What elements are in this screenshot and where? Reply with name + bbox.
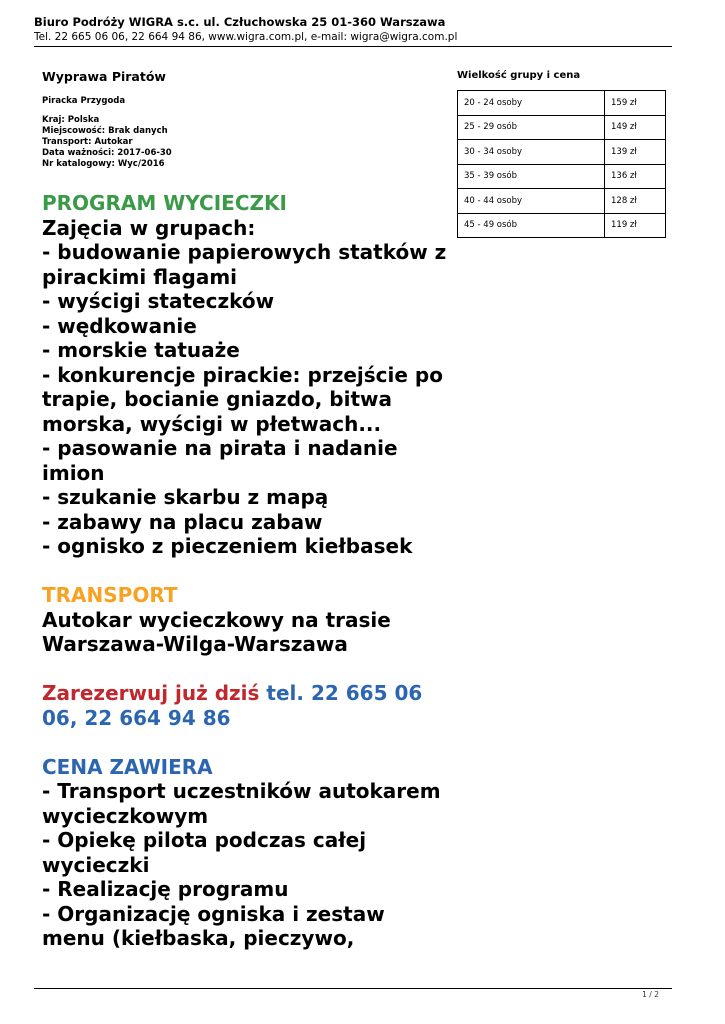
header-divider <box>34 46 672 47</box>
page-header <box>34 15 672 45</box>
meta-valid-date: Data ważności: 2017-06-30 <box>42 148 172 158</box>
program-line: - morskie tatuaże <box>42 338 240 362</box>
program-line: morska, wyścigi w płetwach... <box>42 411 382 436</box>
price-cell: 128 zł <box>605 189 666 214</box>
group-size-cell: 30 - 34 osoby <box>458 140 605 165</box>
group-size-cell: 25 - 29 osób <box>458 115 605 140</box>
price-includes-line: - Transport uczestników autokarem <box>42 779 441 803</box>
program-line: Zajęcia w grupach: <box>42 215 256 240</box>
price-includes-line: - Organizację ogniska i zestaw <box>42 901 385 926</box>
program-line: trapie, bocianie gniazdo, bitwa <box>42 387 392 411</box>
transport-line: Autokar wycieczkowy na trasie <box>42 607 391 632</box>
table-row <box>458 189 666 214</box>
company-contact: Tel. 22 665 06 06, 22 664 94 86, www.wigra.com.pl, e-mail: wigra@wigra.com.pl <box>34 31 458 43</box>
reservation-phone-line2[interactable]: 06, 22 664 94 86 <box>42 705 231 730</box>
company-name: Biuro Podróży WIGRA s.c. ul. Człuchowska 25 01-360 Warszawa <box>34 15 446 29</box>
reservation-section <box>42 681 447 730</box>
table-row <box>458 91 666 116</box>
price-includes-line: - Realizację programu <box>42 877 289 901</box>
program-line: - budowanie papierowych statków z <box>42 240 447 264</box>
price-table-title: Wielkość grupy i cena <box>457 70 581 81</box>
price-table-panel <box>457 70 666 238</box>
table-row <box>458 115 666 140</box>
price-cell: 136 zł <box>605 164 666 189</box>
price-includes-line: wycieczki <box>42 852 150 877</box>
trip-details <box>42 69 447 951</box>
program-line: - konkurencje pirackie: przejście po <box>42 362 443 387</box>
program-line: imion <box>42 460 105 485</box>
program-heading: PROGRAM WYCIECZKI <box>42 191 287 215</box>
meta-catalog-number: Nr katalogowy: Wyc/2016 <box>42 159 165 169</box>
price-table <box>457 90 666 238</box>
group-size-cell: 45 - 49 osób <box>458 213 605 238</box>
price-cell: 149 zł <box>605 115 666 140</box>
group-size-cell: 40 - 44 osoby <box>458 189 605 214</box>
price-includes-heading: CENA ZAWIERA <box>42 754 213 779</box>
price-includes-line: menu (kiełbaska, pieczywo, <box>42 926 355 950</box>
table-row <box>458 213 666 238</box>
trip-meta <box>42 115 447 170</box>
reservation-label: Zarezerwuj już dziś <box>42 681 260 705</box>
table-row <box>458 140 666 165</box>
meta-transport: Transport: Autokar <box>42 137 133 147</box>
transport-line: Warszawa-Wilga-Warszawa <box>42 632 348 656</box>
group-size-cell: 35 - 39 osób <box>458 164 605 189</box>
price-includes-line: wycieczkowym <box>42 803 209 828</box>
trip-subtitle: Piracka Przygoda <box>42 96 126 106</box>
program-line: - zabawy na placu zabaw <box>42 509 323 534</box>
price-includes-section <box>42 755 447 951</box>
table-row <box>458 164 666 189</box>
meta-country: Kraj: Polska <box>42 115 100 125</box>
reservation-phone-line1[interactable]: tel. 22 665 06 <box>266 681 423 705</box>
footer-divider <box>34 988 672 989</box>
transport-heading: TRANSPORT <box>42 583 178 607</box>
program-line: pirackimi flagami <box>42 264 238 289</box>
group-size-cell: 20 - 24 osoby <box>458 91 605 116</box>
price-includes-line: - Opiekę pilota podczas całej <box>42 828 367 852</box>
program-line: - szukanie skarbu z mapą <box>42 485 329 509</box>
program-section <box>42 191 447 559</box>
program-line: - wyścigi stateczków <box>42 289 275 313</box>
price-cell: 159 zł <box>605 91 666 116</box>
program-line: - ognisko z pieczeniem kiełbasek <box>42 534 413 558</box>
meta-location: Miejscowość: Brak danych <box>42 126 168 136</box>
program-line: - wędkowanie <box>42 313 197 338</box>
price-cell: 119 zł <box>605 213 666 238</box>
trip-title: Wyprawa Piratów <box>42 69 166 84</box>
page-number: 1 / 2 <box>642 990 659 999</box>
transport-section <box>42 583 447 657</box>
program-line: - pasowanie na pirata i nadanie <box>42 436 398 460</box>
price-cell: 139 zł <box>605 140 666 165</box>
